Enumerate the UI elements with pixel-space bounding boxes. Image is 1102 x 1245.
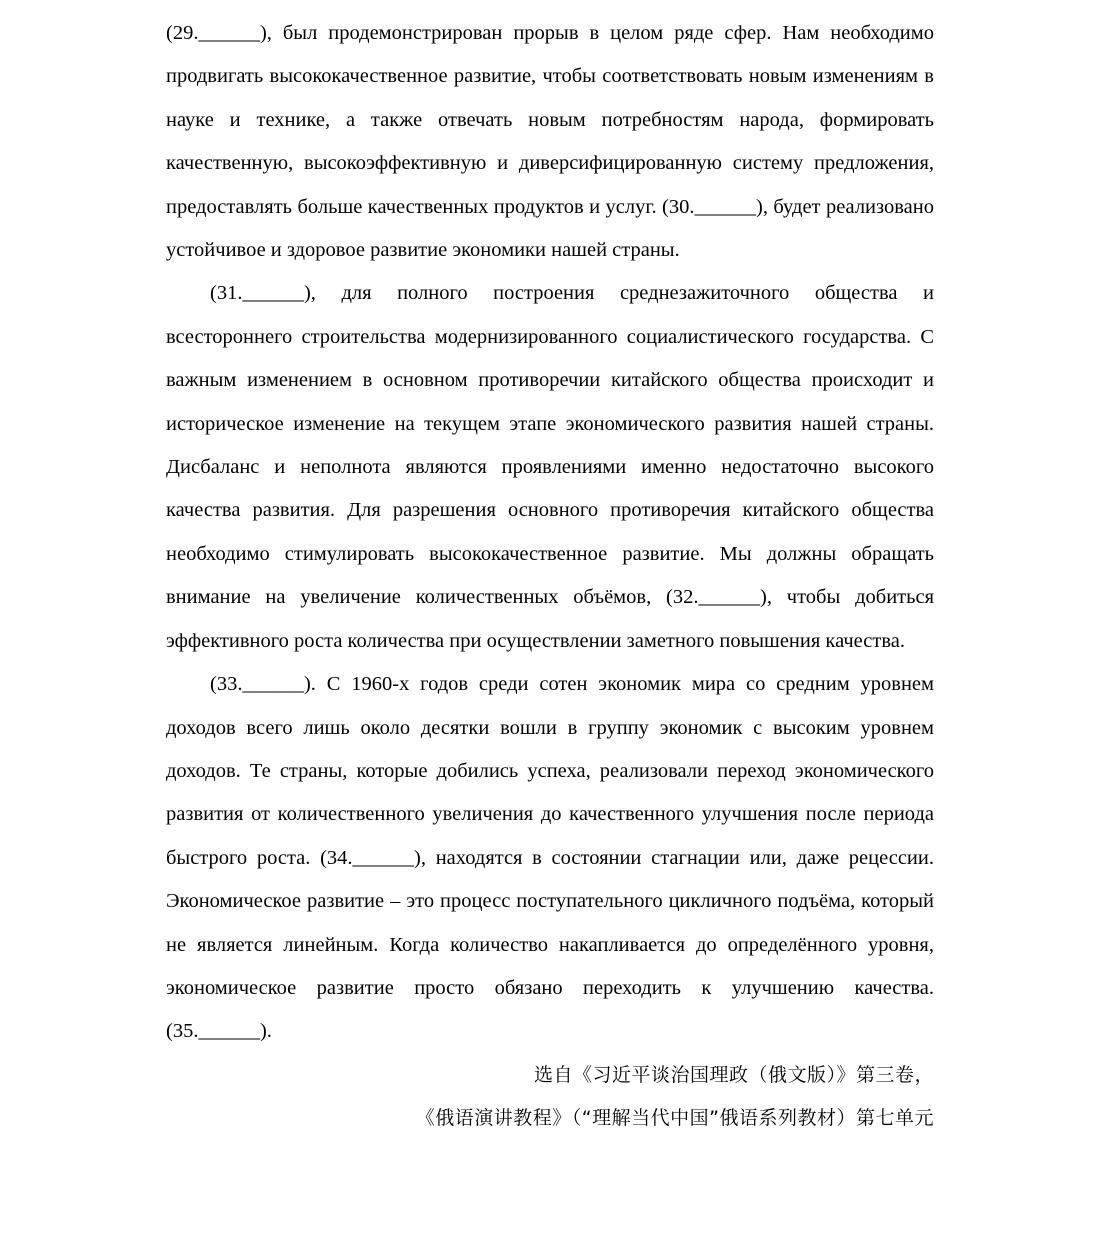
source-citation-line-2: 《俄语演讲教程》（“理解当代中国”俄语系列教材）第七单元 bbox=[415, 1107, 934, 1130]
source-citation-line-1: 选自《习近平谈治国理政（俄文版）》第三卷， bbox=[533, 1063, 934, 1086]
paragraph-1: (29.______), был продемонстрирован прорыв в целом ряде сфер. Нам необходимо продвигать высококачественное развитие, чтобы соответствовать новым изменениям в науке и технике, а также отвечать новым потребностям народа, формировать качественную, высокоэффективную и диверсифицированную систему предложения, предоставлять больше качественных продуктов и услуг. (30.______), будет реализовано устойчивое и здоровое развитие экономики нашей страны. bbox=[166, 22, 934, 262]
paragraph-2: (31.______), для полного построения среднезажиточного общества и всестороннего строительства модернизированного социалистического государства. С важным изменением в основном противоречии китайского общества происходит и историческое изменение на текущем этапе экономического развития нашей страны. Дисбаланс и неполнота являются проявлениями именно недостаточно высокого качества развития. Для разрешения основного противоречия китайского общества необходимо стимулировать высококачественное развитие. Мы должны обращать внимание на увеличение количественных объёмов, (32.______), чтобы добиться эффективного роста количества при осуществлении заметного повышения качества. bbox=[166, 282, 934, 652]
paragraph-3: (33.______). С 1960-х годов среди сотен экономик мира со средним уровнем доходов всего лишь около десятки вошли в группу экономик с высоким уровнем доходов. Те страны, которые добились успеха, реализовали переход экономического развития от количественного увеличения до качественного улучшения после периода быстрого роста. (34.______), находятся в состоянии стагнации или, даже рецессии. Экономическое развитие – это процесс поступательного цикличного подъёма, который не является линейным. Когда количество накапливается до определённого уровня, экономическое развитие просто обязано переходить к улучшению качества. (35.______). bbox=[166, 673, 934, 1043]
document-page bbox=[166, 12, 934, 1141]
